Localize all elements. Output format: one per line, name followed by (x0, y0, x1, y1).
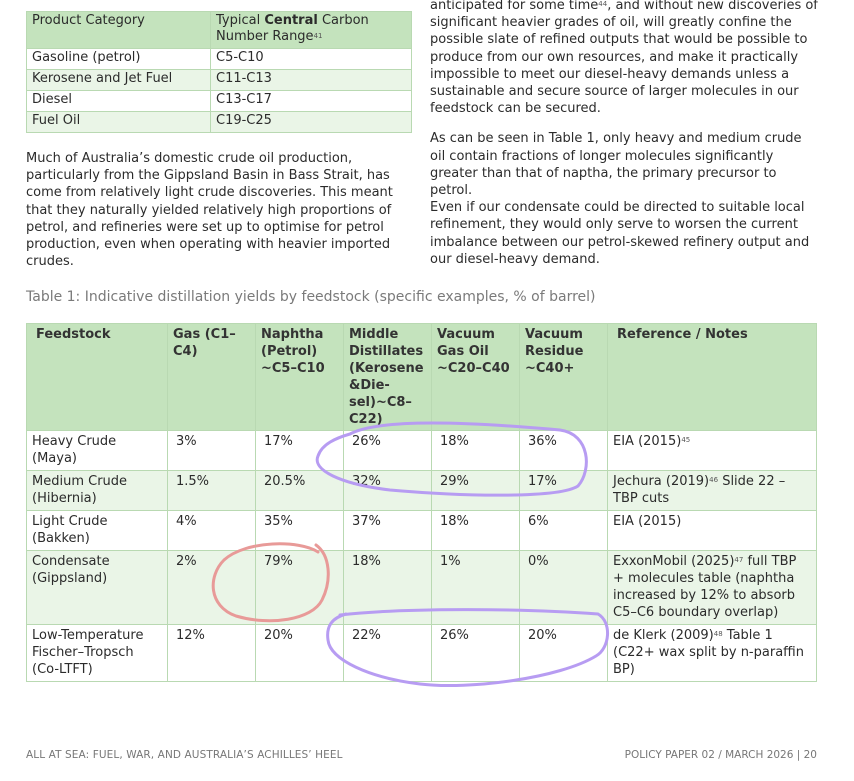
range-cell: C19-C25 (211, 112, 412, 133)
category-cell: Gasoline (petrol) (27, 49, 211, 70)
feedstock-cell: Low-Temperature Fischer–Tropsch (Co-LTFT) (27, 625, 168, 682)
body-column-right (430, 0, 818, 268)
table-row (27, 70, 412, 91)
range-cell: C11-C13 (211, 70, 412, 91)
feedstock-cell: Condensate (Gippsland) (27, 551, 168, 625)
distillation-yields-table (26, 323, 817, 682)
feedstock-cell: Heavy Crude (Maya) (27, 431, 168, 471)
carbon-range-table (26, 11, 412, 133)
middle-cell: 18% (344, 551, 432, 625)
middle-cell: 37% (344, 511, 432, 551)
table-row (27, 112, 412, 133)
header-middle-distillates: Middle Distillates (Kerosene &Die-sel)~C8–C22) (344, 324, 432, 431)
header-reference: Reference / Notes (608, 324, 817, 431)
naphtha-cell: 79% (256, 551, 344, 625)
reference-cell: ExxonMobil $(2025)^{47}$ full TBP + molecules table (naphtha increased by 12% to absorb C5–C6 boundary overlap) (608, 551, 817, 625)
footer-page-info: POLICY PAPER 02 / MARCH 2026 | 20 (624, 749, 817, 761)
middle-cell: 26% (344, 431, 432, 471)
table-row (27, 91, 412, 112)
residue-cell: 0% (520, 551, 608, 625)
residue-cell: 36% (520, 431, 608, 471)
residue-cell: 17% (520, 471, 608, 511)
residue-cell: 20% (520, 625, 608, 682)
vgo-cell: 1% (432, 551, 520, 625)
table-row (27, 625, 817, 682)
gas-cell: 4% (168, 511, 256, 551)
body-paragraph: Even if our condensate could be directed to suitable local refinement, they would only serve to worsen the current imbalance between our petrol-skewed refinery output and our diesel-heavy demand. (430, 200, 810, 267)
footer-title: ALL AT SEA: FUEL, WAR, AND AUSTRALIA’S ACHILLES’ HEEL (26, 749, 343, 761)
header-feedstock: Feedstock (27, 324, 168, 431)
vgo-cell: 18% (432, 431, 520, 471)
middle-cell: 32% (344, 471, 432, 511)
header-vacuum-residue: Vacuum Residue ~C40+ (520, 324, 608, 431)
naphtha-cell: 17% (256, 431, 344, 471)
naphtha-cell: 35% (256, 511, 344, 551)
header-product-category: Product Category (27, 12, 211, 49)
vgo-cell: 26% (432, 625, 520, 682)
gas-cell: 1.5% (168, 471, 256, 511)
vgo-cell: 29% (432, 471, 520, 511)
gas-cell: 12% (168, 625, 256, 682)
header-gas: Gas (C1–C4) (168, 324, 256, 431)
feedstock-cell: Light Crude (Bakken) (27, 511, 168, 551)
gas-cell: 2% (168, 551, 256, 625)
table-row (27, 49, 412, 70)
naphtha-cell: 20.5% (256, 471, 344, 511)
reference-cell: EIA $(2015)^{45}$ (608, 431, 817, 471)
header-carbon-range: Typical Central Carbon Number Range$^{41}$ (211, 12, 412, 49)
table-header-row (27, 12, 412, 49)
table-row (27, 551, 817, 625)
body-paragraph: As can be seen in Table 1, only heavy and medium crude oil contain fractions of longer molecules significantly greater than that of naptha, the primary precursor to petrol. (430, 131, 802, 199)
body-paragraph: anticipated for some time$^{44}$, and without new discoveries of significant heavier grades of oil, will greatly confine the possible slate of refined outputs that would be possible to produce from our own resources, and make it practically impossible to meet our diesel-heavy demands unless a sustainable and secure source of larger molecules in our feedstock can be secured. (430, 0, 818, 117)
naphtha-cell: 20% (256, 625, 344, 682)
table-row (27, 511, 817, 551)
feedstock-cell: Medium Crude (Hibernia) (27, 471, 168, 511)
middle-cell: 22% (344, 625, 432, 682)
gas-cell: 3% (168, 431, 256, 471)
table-header-row (27, 324, 817, 431)
reference-cell: de Klerk $(2009)^{48}$ Table 1 (C22+ wax split by n-paraffin BP) (608, 625, 817, 682)
category-cell: Fuel Oil (27, 112, 211, 133)
residue-cell: 6% (520, 511, 608, 551)
range-cell: C5-C10 (211, 49, 412, 70)
body-paragraph-left: Much of Australia’s domestic crude oil production, particularly from the Gippsland Basin in Bass Strait, has come from relatively light crude discoveries. This meant that they naturally yielded relatively high proportions of petrol, and refineries were set up to optimise for petrol production, even when operating with heavier imported crudes. (26, 151, 393, 270)
header-naphtha: Naphtha (Petrol) ~C5–C10 (256, 324, 344, 431)
header-vacuum-gas-oil: Vacuum Gas Oil ~C20–C40 (432, 324, 520, 431)
category-cell: Kerosene and Jet Fuel (27, 70, 211, 91)
category-cell: Diesel (27, 91, 211, 112)
range-cell: C13-C17 (211, 91, 412, 112)
vgo-cell: 18% (432, 511, 520, 551)
reference-cell: EIA (2015) (608, 511, 817, 551)
table-row (27, 471, 817, 511)
reference-cell: Jechura $(2019)^{46}$ Slide 22 – TBP cuts (608, 471, 817, 511)
table-caption: Table 1: Indicative distillation yields by feedstock (specific examples, % of barrel) (26, 289, 596, 305)
table-row (27, 431, 817, 471)
